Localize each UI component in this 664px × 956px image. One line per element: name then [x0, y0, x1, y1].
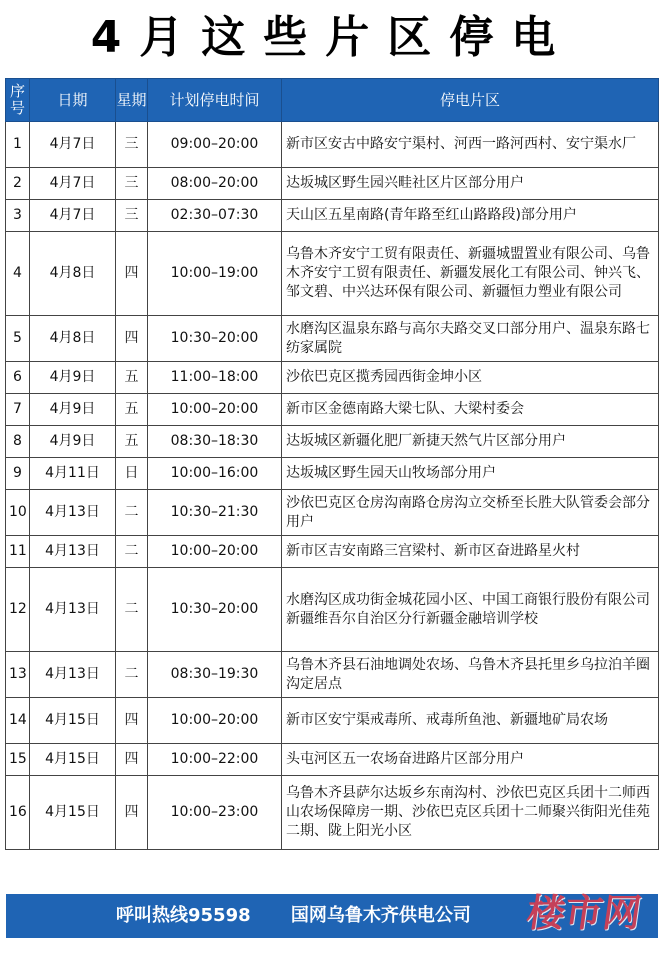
cell-time: 08:30–18:30 — [148, 426, 282, 458]
cell-weekday: 二 — [116, 490, 148, 536]
cell-no: 8 — [6, 426, 30, 458]
cell-area: 乌鲁木齐安宁工贸有限责任、新疆城盟置业有限公司、乌鲁木齐安宁工贸有限责任、新疆发展化工有限公司、钟兴飞、邹文碧、中兴达环保有限公司、新疆恒力塑业有限公司 — [282, 232, 659, 316]
cell-no: 2 — [6, 168, 30, 200]
cell-weekday: 四 — [116, 232, 148, 316]
cell-area: 沙依巴克区揽秀园西街金坤小区 — [282, 362, 659, 394]
cell-area: 乌鲁木齐县石油地调处农场、乌鲁木齐县托里乡乌拉泊羊圈沟定居点 — [282, 652, 659, 698]
cell-date: 4月13日 — [30, 490, 116, 536]
cell-area: 新市区吉安南路三宫梁村、新市区奋进路星火村 — [282, 536, 659, 568]
watermark-logo: 楼市网 — [523, 891, 645, 935]
cell-no: 15 — [6, 744, 30, 776]
table-row — [6, 168, 659, 200]
cell-date: 4月7日 — [30, 200, 116, 232]
header-date: 日期 — [30, 79, 116, 122]
cell-time: 11:00–18:00 — [148, 362, 282, 394]
cell-time: 10:30–20:00 — [148, 316, 282, 362]
cell-weekday: 四 — [116, 744, 148, 776]
cell-area: 达坂城区野生园天山牧场部分用户 — [282, 458, 659, 490]
cell-no: 13 — [6, 652, 30, 698]
company-name: 国网乌鲁木齐供电公司 — [290, 905, 471, 926]
cell-time: 10:00–23:00 — [148, 776, 282, 850]
table-row — [6, 200, 659, 232]
cell-area: 达坂城区新疆化肥厂新捷天然气片区部分用户 — [282, 426, 659, 458]
cell-date: 4月13日 — [30, 652, 116, 698]
cell-weekday: 四 — [116, 698, 148, 744]
cell-time: 10:00–19:00 — [148, 232, 282, 316]
cell-area: 达坂城区野生园兴畦社区片区部分用户 — [282, 168, 659, 200]
cell-weekday: 日 — [116, 458, 148, 490]
table-row — [6, 232, 659, 316]
cell-weekday: 三 — [116, 168, 148, 200]
cell-area: 新市区金德南路大梁七队、大梁村委会 — [282, 394, 659, 426]
cell-no: 11 — [6, 536, 30, 568]
cell-area: 新市区安宁渠戒毒所、戒毒所鱼池、新疆地矿局农场 — [282, 698, 659, 744]
table-row — [6, 568, 659, 652]
cell-date: 4月15日 — [30, 744, 116, 776]
cell-no: 5 — [6, 316, 30, 362]
cell-weekday: 三 — [116, 200, 148, 232]
cell-no: 3 — [6, 200, 30, 232]
cell-time: 10:30–21:30 — [148, 490, 282, 536]
table-row — [6, 426, 659, 458]
table-row — [6, 458, 659, 490]
cell-time: 10:00–20:00 — [148, 698, 282, 744]
cell-area: 沙依巴克区仓房沟南路仓房沟立交桥至长胜大队管委会部分用户 — [282, 490, 659, 536]
outage-table-container — [5, 78, 659, 850]
cell-weekday: 三 — [116, 122, 148, 168]
cell-time: 02:30–07:30 — [148, 200, 282, 232]
table-row — [6, 698, 659, 744]
table-row — [6, 394, 659, 426]
cell-date: 4月7日 — [30, 168, 116, 200]
hotline-text: 呼叫热线95598 — [116, 905, 251, 926]
cell-weekday: 五 — [116, 426, 148, 458]
table-row — [6, 652, 659, 698]
cell-time: 10:30–20:00 — [148, 568, 282, 652]
cell-time: 10:00–20:00 — [148, 394, 282, 426]
cell-date: 4月8日 — [30, 316, 116, 362]
page-title: 4月这些片区停电 — [90, 12, 574, 63]
cell-time: 10:00–16:00 — [148, 458, 282, 490]
cell-weekday: 二 — [116, 568, 148, 652]
cell-area: 乌鲁木齐县萨尔达坂乡东南沟村、沙依巴克区兵团十二师西山农场保障房一期、沙依巴克区兵团十二师聚兴街阳光佳苑二期、陇上阳光小区 — [282, 776, 659, 850]
cell-weekday: 四 — [116, 776, 148, 850]
cell-time: 08:00–20:00 — [148, 168, 282, 200]
cell-weekday: 五 — [116, 362, 148, 394]
cell-no: 4 — [6, 232, 30, 316]
table-row — [6, 536, 659, 568]
cell-time: 09:00–20:00 — [148, 122, 282, 168]
cell-area: 头屯河区五一农场奋进路片区部分用户 — [282, 744, 659, 776]
cell-area: 水磨沟区成功街金城花园小区、中国工商银行股份有限公司新疆维吾尔自治区分行新疆金融培训学校 — [282, 568, 659, 652]
cell-weekday: 二 — [116, 536, 148, 568]
cell-no: 1 — [6, 122, 30, 168]
header-weekday: 星期 — [116, 79, 148, 122]
cell-date: 4月9日 — [30, 362, 116, 394]
cell-date: 4月13日 — [30, 568, 116, 652]
cell-weekday: 二 — [116, 652, 148, 698]
cell-no: 12 — [6, 568, 30, 652]
cell-date: 4月13日 — [30, 536, 116, 568]
cell-no: 7 — [6, 394, 30, 426]
outage-table — [5, 78, 659, 850]
table-header-row — [6, 79, 659, 122]
table-row — [6, 122, 659, 168]
cell-date: 4月9日 — [30, 394, 116, 426]
cell-no: 10 — [6, 490, 30, 536]
table-row — [6, 776, 659, 850]
cell-time: 10:00–22:00 — [148, 744, 282, 776]
cell-date: 4月7日 — [30, 122, 116, 168]
header-area: 停电片区 — [282, 79, 659, 122]
cell-date: 4月8日 — [30, 232, 116, 316]
cell-weekday: 四 — [116, 316, 148, 362]
cell-no: 6 — [6, 362, 30, 394]
cell-date: 4月11日 — [30, 458, 116, 490]
cell-area: 水磨沟区温泉东路与高尔夫路交叉口部分用户、温泉东路七纺家属院 — [282, 316, 659, 362]
cell-no: 16 — [6, 776, 30, 850]
cell-no: 14 — [6, 698, 30, 744]
header-time: 计划停电时间 — [148, 79, 282, 122]
cell-time: 10:00–20:00 — [148, 536, 282, 568]
table-row — [6, 744, 659, 776]
table-row — [6, 490, 659, 536]
cell-no: 9 — [6, 458, 30, 490]
header-no: 序号 — [6, 79, 30, 122]
cell-date: 4月9日 — [30, 426, 116, 458]
cell-weekday: 五 — [116, 394, 148, 426]
cell-time: 08:30–19:30 — [148, 652, 282, 698]
cell-area: 新市区安古中路安宁渠村、河西一路河西村、安宁渠水厂 — [282, 122, 659, 168]
cell-date: 4月15日 — [30, 776, 116, 850]
table-row — [6, 362, 659, 394]
table-row — [6, 316, 659, 362]
cell-date: 4月15日 — [30, 698, 116, 744]
cell-area: 天山区五星南路(青年路至红山路路段)部分用户 — [282, 200, 659, 232]
